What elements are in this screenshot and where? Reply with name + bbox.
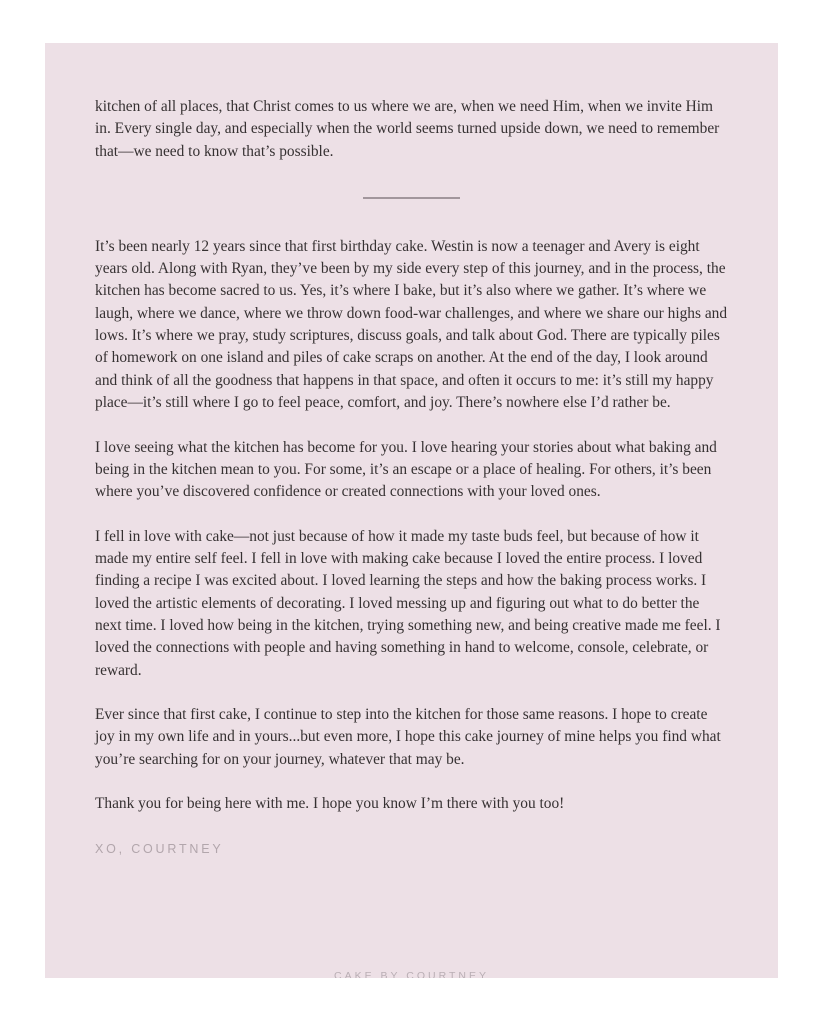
- signature: XO, COURTNEY: [95, 841, 224, 856]
- letter-paragraph-6: Thank you for being here with me. I hope you know I’m there with you too!: [95, 795, 565, 813]
- section-divider: [363, 197, 460, 199]
- letter-page: [45, 43, 778, 978]
- footer-running-title: CAKE BY COURTNEY: [334, 970, 489, 978]
- letter-paragraph-5: Ever since that first cake, I continue to step into the kitchen for those same reasons. I hope to create joy in my own life and in yours...but even more, I hope this cake journey of mine helps you find what you’re searching for on your journey, whatever that may be.: [95, 706, 721, 768]
- letter-paragraph-2: It’s been nearly 12 years since that first birthday cake. Westin is now a teenager and Avery is eight years old. Along with Ryan, they’ve been by my side every step of this journey, and in the process, the kitchen has become sacred to us. Yes, it’s where I bake, but it’s also where we gather. It’s where we laugh, where we dance, where we throw down food-war challenges, and where we share our highs and lows. It’s where we pray, study scriptures, discuss goals, and talk about God. There are typically piles of homework on one island and piles of cake scraps on another. At the end of the day, I look around and think of all the goodness that happens in that space, and often it occurs to me: it’s still my happy place—it’s still where I go to feel peace, comfort, and joy. There’s nowhere else I’d rather be.: [95, 237, 728, 411]
- letter-paragraph-1: kitchen of all places, that Christ comes to us where we are, when we need Him, when we invite Him in. Every single day, and especially when the world seems turned upside down, we need to remember that—we need to know that’s possible.: [95, 98, 720, 160]
- letter-body: [95, 96, 728, 860]
- letter-paragraph-4: I fell in love with cake—not just because of how it made my taste buds feel, but because of how it made my entire self feel. I fell in love with making cake because I loved the entire process. I loved finding a recipe I was excited about. I loved learning the steps and how the baking process works. I loved the artistic elements of decorating. I loved messing up and figuring out what to do better the next time. I loved how being in the kitchen, trying something new, and being creative made me feel. I loved the connections with people and having something in hand to welcome, console, celebrate, or reward.: [95, 527, 721, 679]
- letter-paragraph-3: I love seeing what the kitchen has become for you. I love hearing your stories about what baking and being in the kitchen mean to you. For some, it’s an escape or a place of healing. For others, it’s been where you’ve discovered confidence or created connections with your loved ones.: [95, 438, 717, 501]
